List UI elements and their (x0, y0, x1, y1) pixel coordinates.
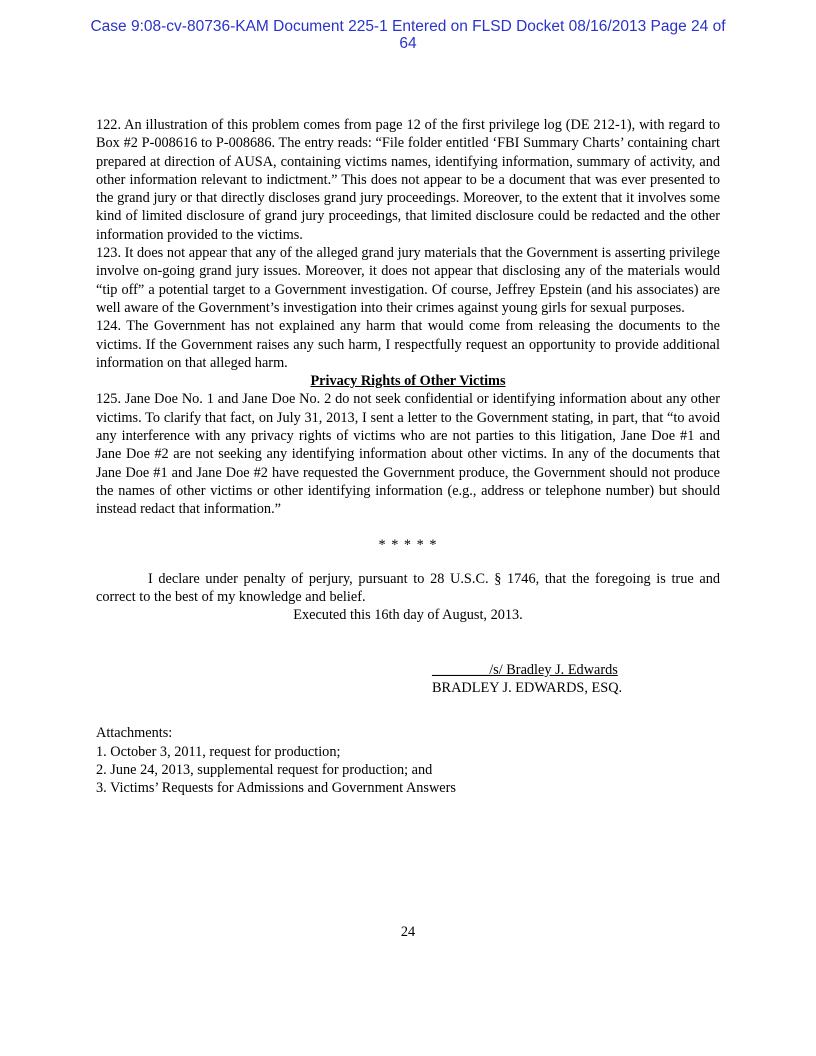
docket-header-line2: 64 (399, 35, 417, 52)
docket-header (40, 18, 776, 52)
docket-header-line1: Case 9:08-cv-80736-KAM Document 225-1 Entered on FLSD Docket 08/16/2013 Page 24 of (90, 18, 726, 35)
section-separator: * * * * * (378, 536, 438, 553)
document-body (96, 116, 720, 798)
attachment-item: 3. Victims’ Requests for Admissions and Government Answers (96, 780, 456, 797)
paragraph-123: 123. It does not appear that any of the alleged grand jury materials that the Government is asserting privilege involve on-going grand jury issues. Moreover, it does not appear that disclosing any of the materials would “tip off” a potential target to a Government investigation. Of course, Jeffrey Epstein (and his associates) are well aware of the Government’s investigation into their crimes against young girls for sexual purposes. (96, 245, 720, 316)
signature-block (432, 661, 720, 698)
paragraph-124: 124. The Government has not explained any harm that would come from releasing the documents to the victims. If the Government raises any such harm, I respectfully request an opportunity to provide additional information on that alleged harm. (96, 318, 720, 371)
paragraph-125: 125. Jane Doe No. 1 and Jane Doe No. 2 do not seek confidential or identifying information about any other victims. To clarify that fact, on July 31, 2013, I sent a letter to the Government stating, in part, that “to avoid any interference with any privacy rights of victims who are not parties to this litigation, Jane Doe #1 and Jane Doe #2 are not seeking any identifying information about other victims. In any of the documents that Jane Doe #1 and Jane Doe #2 have requested the Government produce, the Government should not produce the names of other victims or other identifying information (e.g., address or telephone number) but should instead redact that information.” (96, 391, 720, 518)
signature-line: ________/s/ Bradley J. Edwards (432, 661, 618, 678)
paragraph-122: 122. An illustration of this problem comes from page 12 of the first privilege log (DE 212-1), with regard to Box #2 P-008616 to P-008686. The entry reads: “File folder entitled ‘FBI Summary Charts’ containing chart prepared at direction of AUSA, containing victims names, identifying information, summary of activity, and other information relevant to indictment.” This does not appear to be a document that was ever presented to the grand jury or that directly discloses grand jury proceedings. Moreover, to the extent that it involves some kind of limited disclosure of grand jury proceedings, that limited disclosure could be redacted and the other information provided to the victims. (96, 117, 720, 243)
attachments-title: Attachments: (96, 725, 173, 742)
attachment-item: 2. June 24, 2013, supplemental request for production; and (96, 761, 433, 778)
executed-date: Executed this 16th day of August, 2013. (293, 607, 523, 624)
signature-name: BRADLEY J. EDWARDS, ESQ. (432, 680, 623, 697)
attachment-item: 1. October 3, 2011, request for production; (96, 743, 341, 760)
declaration-text: I declare under penalty of perjury, pursuant to 28 U.S.C. § 1746, that the foregoing is true and correct to the best of my knowledge and belief. (96, 570, 720, 606)
attachments-list (96, 724, 720, 797)
page-number: 24 (400, 924, 416, 940)
section-heading: Privacy Rights of Other Victims (310, 373, 506, 390)
